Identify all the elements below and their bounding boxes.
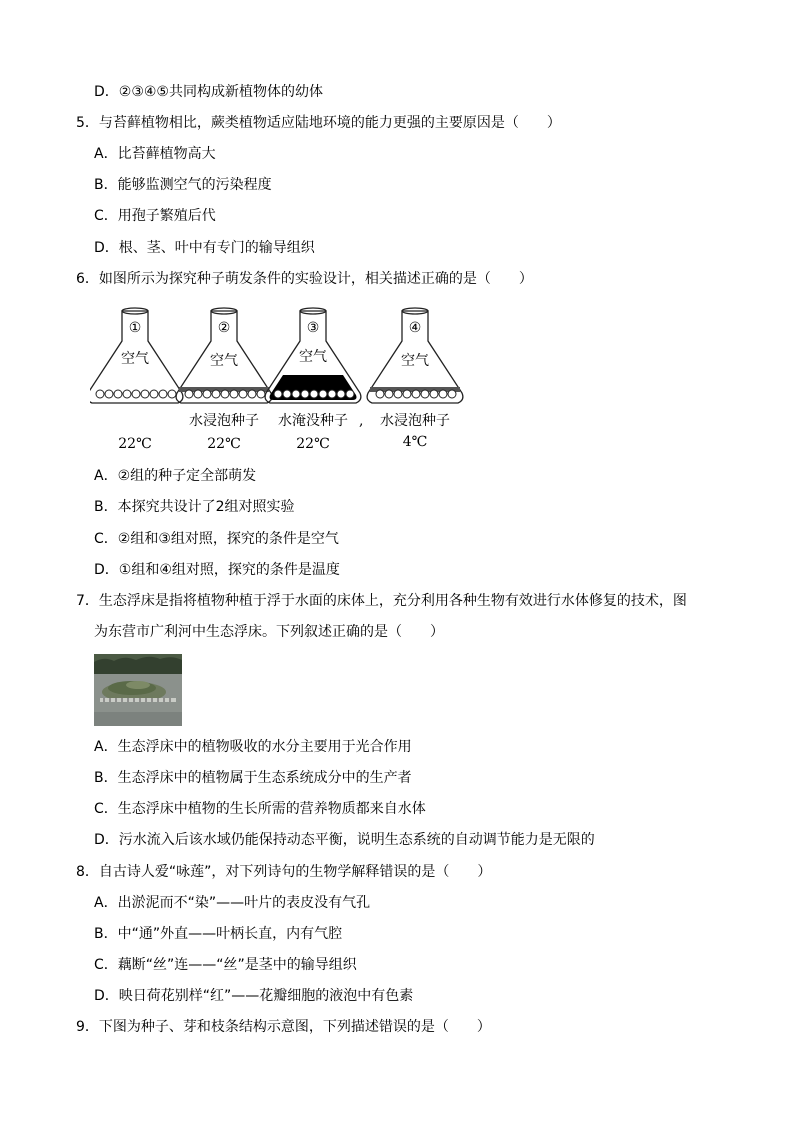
flask-2-seeds — [185, 390, 265, 398]
flask-1-number: ① — [128, 320, 142, 336]
flask-3-number: ③ — [306, 320, 320, 336]
q6-option-d: D．①组和④组对照，探究的条件是温度 — [94, 562, 340, 578]
flask-3-air-label: 空气 — [299, 349, 327, 365]
q4-option-d: D．②③④⑤共同构成新植物体的幼体 — [94, 84, 323, 100]
q8-option-c: C．藕断“丝”连——“丝”是茎中的输导组织 — [94, 957, 357, 973]
q6-option-b: B．本探究共设计了2组对照实验 — [94, 499, 295, 515]
q7-option-c: C．生态浮床中植物的生长所需的营养物质都来自水体 — [94, 801, 426, 817]
flask-1 — [90, 308, 183, 452]
flask-4-air-label: 空气 — [401, 353, 429, 369]
q8-stem: 8．自古诗人爱“咏莲”，对下列诗句的生物学解释错误的是（ ） — [76, 864, 492, 880]
q7-option-d: D．污水流入后该水域仍能保持动态平衡，说明生态系统的自动调节能力是无限的 — [94, 832, 595, 848]
flask-3-seeds — [274, 390, 354, 398]
q7-option-a: A．生态浮床中的植物吸收的水分主要用于光合作用 — [94, 739, 412, 755]
q7-stem-line-1: 7．生态浮床是指将植物种植于浮于水面的床体上，充分利用各种生物有效进行水体修复的技术，图 — [76, 593, 687, 609]
flask-2-temp: 22℃ — [207, 436, 241, 452]
q8-option-b: B．中“通”外直——叶柄长直，内有气腔 — [94, 926, 343, 942]
q5-option-c: C．用孢子繁殖后代 — [94, 208, 216, 224]
flask-4-temp: 4℃ — [402, 434, 428, 450]
q6-option-a: A．②组的种子定全部萌发 — [94, 468, 257, 484]
flask-1-temp: 22℃ — [118, 436, 152, 452]
q8-option-a: A．出淤泥而不“染”——叶片的表皮没有气孔 — [94, 895, 371, 911]
q5-option-a: A．比苔藓植物高大 — [94, 146, 216, 162]
flask-2-number: ② — [217, 320, 231, 336]
q5-stem: 5．与苔藓植物相比，蕨类植物适应陆地环境的能力更强的主要原因是（ ） — [76, 115, 561, 131]
flask-1-air-label: 空气 — [121, 351, 149, 367]
flask-4-number: ④ — [408, 320, 422, 336]
q7-option-b: B．生态浮床中的植物属于生态系统成分中的生产者 — [94, 770, 412, 786]
q9-stem: 9．下图为种子、芽和枝条结构示意图，下列描述错误的是（ ） — [76, 1019, 491, 1035]
flask-4-condition: 水浸泡种子 — [380, 413, 450, 429]
q8-option-d: D．映日荷花别样“红”——花瓣细胞的液泡中有色素 — [94, 988, 414, 1004]
flask-4 — [367, 308, 463, 450]
stray-comma-mark: , — [359, 413, 364, 429]
q6-stem: 6．如图所示为探究种子萌发条件的实验设计，相关描述正确的是（ ） — [76, 271, 533, 287]
flask-2-condition: 水浸泡种子 — [189, 413, 259, 429]
q5-option-d: D．根、茎、叶中有专门的输导组织 — [94, 240, 315, 256]
q6-option-c: C．②组和③组对照，探究的条件是空气 — [94, 531, 339, 547]
flask-2-air-label: 空气 — [210, 353, 238, 369]
seed-germination-figure — [90, 303, 470, 455]
floating-bed-photo — [94, 654, 182, 726]
flask-3-condition: 水淹没种子 — [278, 413, 348, 429]
q7-stem-line-2: 为东营市广利河中生态浮床。下列叙述正确的是（ ） — [94, 624, 444, 640]
flask-2 — [176, 308, 272, 452]
flask-3 — [265, 308, 363, 452]
q5-option-b: B．能够监测空气的污染程度 — [94, 177, 272, 193]
flask-4-seeds — [376, 390, 456, 398]
flask-1-seeds — [96, 390, 176, 398]
flask-3-temp: 22℃ — [296, 436, 330, 452]
